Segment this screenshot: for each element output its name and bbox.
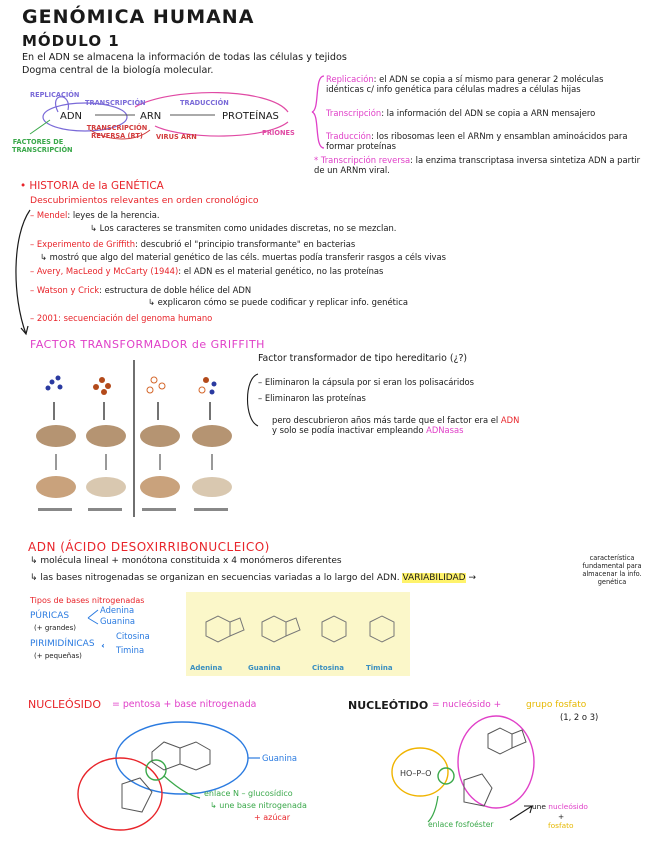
factor-arrow [30,120,50,134]
nucleotido-plus: + [558,812,565,821]
nucleotido-une-text: une [532,802,546,811]
mice-captions [38,508,228,511]
historia-item-1: ↳ Los caracteres se transmiten como unidades discretas, no se mezclan. [90,223,397,233]
bases-structures-box [186,592,410,676]
historia-item-5-text: : estructura de doble hélice del ADN [99,285,252,295]
def-replicacion-term: Replicación [326,74,374,84]
adn-line-2: ↳ las bases nitrogenadas se organizan en secuencias variadas a lo largo del ADN. VARIABILIDAD → [30,573,477,583]
griffith-b1: – Eliminaron la cápsula por si eran los polisacáridos [258,377,475,387]
historia-item-0-name: – Mendel [30,210,68,220]
historia-arrow [10,206,32,338]
adn-side-note: característica fundamental para almacenar la info. genética [582,554,642,586]
bases-pirimidinicas: PIRIMIDÍNICAS [30,639,95,649]
dogma-arn: ARN [140,111,162,122]
nucleotido-count: (1, 2 o 3) [560,712,599,722]
historia-item-4-text: : el ADN es el material genético, no las proteínas [178,266,384,276]
historia-subtitle: Descubrimientos relevantes en orden cronológico [30,195,259,206]
historia-item-5 [30,285,251,295]
nucleotido-eq-b: grupo fosfato [526,700,587,710]
griffith-b2: – Eliminaron las proteínas [258,393,366,403]
bases-title: Tipos de bases nitrogenadas [30,596,145,605]
nucleotido-fosfato: fosfato [548,821,574,830]
syringes [54,402,210,420]
griffith-illustration [30,352,245,522]
nucleotido-title: NUCLEÓTIDO [348,699,429,712]
nucleosido-enlace: enlace N – glucosídico [204,789,293,798]
dogma-virus: VIRUS ARN [156,133,197,141]
box-label-adenina: Adenina [190,664,223,672]
griffith-b3 [272,415,642,435]
box-label-citosina: Citosina [312,664,344,672]
bases-puricas: PÚRICAS [30,611,70,621]
def-reversa [314,155,642,175]
nucleotido-eq-a: = nucleósido + [432,700,502,710]
historia-item-7-text: : secuenciación del genoma humano [58,313,213,323]
def-reversa-term: * Transcripción reversa [314,155,411,165]
dogma-replicacion: REPLICACIÓN [30,91,80,99]
dogma-priones: PRIONES [262,129,295,137]
base-circle [116,722,248,794]
griffith-b3-b: y solo se podía inactivar empleando [272,425,424,435]
historia-item-5-name: – Watson y Crick [30,285,100,295]
bases-puricas-sub: (+ grandes) [34,624,76,632]
bond-circle [146,760,166,780]
historia-item-2 [30,239,355,249]
historia-item-0 [30,210,160,220]
page-title: GENÓMICA HUMANA [22,6,255,28]
sugar-circle [78,758,162,830]
nucleotido-enlace: enlace fosfoéster [428,820,494,829]
adn-title: ADN (ÁCIDO DESOXIRRIBONUCLEICO) [28,540,270,554]
nucleosido-diagram [72,712,272,836]
nucleotido-une-nucleosido: nucleósido [548,802,588,811]
def-transcripcion [326,108,642,118]
bases-pirimidinicas-sub: (+ pequeñas) [34,652,82,660]
module-title: MÓDULO 1 [22,32,120,50]
bases-guanina: Guanina [100,616,136,626]
historia-item-7 [30,313,212,323]
griffith-question: Factor transformador de tipo hereditario (¿?) [258,353,468,364]
historia-item-7-name: – 2001 [30,313,59,323]
griffith-title: FACTOR TRANSFORMADOR de GRIFFITH [30,338,265,351]
def-replicacion [326,74,642,94]
nucleosido-azucar: + azúcar [254,813,291,822]
intro-line-1: En el ADN se almacena la información de todas las células y tejidos [22,52,347,63]
def-reversa-text: : la enzima transcriptasa inversa sintetiza ADN a partir de un ARNm viral. [314,155,641,175]
historia-item-4-name: – Avery, MacLeod y McCarty (1944) [30,266,179,276]
intro-line-2: Dogma central de la biología molecular. [22,65,214,76]
nucleosido-title: NUCLEÓSIDO [28,698,102,711]
svg-text:HO–P–O: HO–P–O [400,769,432,778]
def-replicacion-text: : el ADN se copia a sí mismo para generar 2 moléculas idénticas c/ info genética para células madres a células hijas [326,74,604,94]
historia-item-4 [30,266,383,276]
def-traduccion-term: Traducción [326,131,372,141]
griffith-b3-a: pero descubrieron años más tarde que el factor era el [272,415,499,425]
griffith-b3-rnasas: ADNasas [426,425,464,435]
def-transcripcion-term: Transcripción [326,108,382,118]
historia-item-2-text: : descubrió el "principio transformante" en bacterias [135,239,356,249]
dogma-adn: ADN [60,111,83,122]
box-label-guanina: Guanina [248,664,281,672]
dogma-proteinas: PROTEÍNAS [222,111,279,122]
bases-adenina: Adenina [100,605,135,615]
historia-item-0-text: : leyes de la herencia. [67,210,160,220]
griffith-b3-adn: ADN [500,415,520,425]
dogma-factores: FACTORES DE TRANSCRIPCIÓN [12,138,73,154]
dogma-traduccion: TRADUCCIÓN [180,99,229,107]
historia-item-3: ↳ mostró que algo del material genético de las céls. muertas podía transferir rasgos a céls vivas [40,252,446,262]
griffith-mice-svg [30,352,245,522]
def-traduccion [326,131,642,151]
bacteria-row [46,376,217,396]
nucleotido-une [532,802,588,811]
bases-timina: Timina [116,645,145,655]
nucleosido-eq: = pentosa + base nitrogenada [112,699,257,710]
historia-item-2-name: – Experimento de Griffith [30,239,136,249]
nucleosido-une: ↳ une base nitrogenada [210,801,307,810]
adn-variabilidad: VARIABILIDAD [402,573,466,583]
nucleosido-guanina: Guanina [262,753,298,763]
bases-brackets [84,606,104,666]
adn-line-2-text: ↳ las bases nitrogenadas se organizan en secuencias variadas a lo largo del ADN. [30,573,400,583]
historia-item-6: ↳ explicaron cómo se puede codificar y replicar info. genética [148,297,408,307]
def-transcripcion-text: : la información del ADN se copia a ARN mensajero [381,108,596,118]
def-traduccion-text: : los ribosomas leen el ARNm y ensamblan aminoácidos para formar proteínas [326,131,628,151]
box-label-timina: Timina [366,664,393,672]
adn-line-1: ↳ molécula lineal + monótona constituida x 4 monómeros diferentes [30,556,342,566]
bases-citosina: Citosina [116,631,150,641]
historia-title: • HISTORIA de la GENÉTICA [20,180,164,192]
dogma-transcripcion: TRANSCRIPCIÓN [85,99,146,107]
dogma-reversa: TRANSCRIPCIÓN REVERSA (RT) [86,124,148,140]
